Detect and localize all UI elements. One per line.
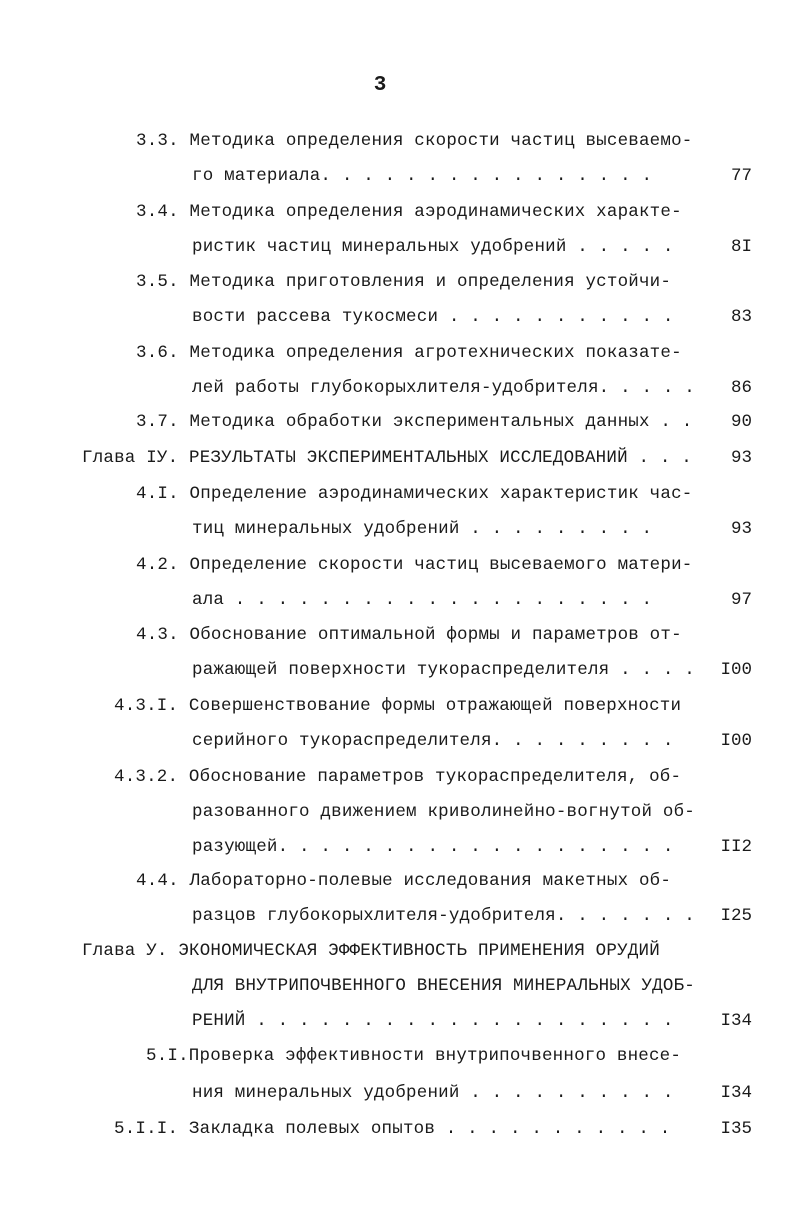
toc-page: 86	[730, 378, 752, 398]
toc-page: 83	[730, 307, 752, 327]
toc-line: вости рассева тукосмеси . . . . . . . . . . .	[192, 307, 674, 327]
toc-page: I00	[720, 660, 752, 680]
toc-line: Глава IУ. РЕЗУЛЬТАТЫ ЭКСПЕРИМЕНТАЛЬНЫХ ИССЛЕДОВАНИЙ . . .	[82, 448, 692, 468]
toc-page: I25	[720, 906, 752, 926]
toc-line: ния минеральных удобрений . . . . . . . . . .	[192, 1083, 674, 1103]
toc-page: 97	[730, 590, 752, 610]
toc-line: ала . . . . . . . . . . . . . . . . . . . .	[192, 590, 653, 610]
toc-line: 4.3.I. Совершенствование формы отражающей поверхности	[114, 696, 682, 716]
toc-line: 4.I. Определение аэродинамических характеристик час-	[136, 484, 693, 504]
toc-line: серийного тукораспределителя. . . . . . . . .	[192, 731, 674, 751]
toc-page: 77	[730, 166, 752, 186]
toc-line: 3.4. Методика определения аэродинамических характе-	[136, 202, 682, 222]
toc-line: 3.7. Методика обработки экспериментальных данных . .	[136, 412, 693, 432]
toc-line: 3.3. Методика определения скорости частиц высеваемо-	[136, 131, 693, 151]
toc-page: 93	[730, 448, 752, 468]
toc-page: 93	[730, 519, 752, 539]
toc-line: ражающей поверхности тукораспределителя . . . .	[192, 660, 695, 680]
toc-line: 4.4. Лабораторно-полевые исследования макетных об-	[136, 871, 672, 891]
toc-line: разующей. . . . . . . . . . . . . . . . . . .	[192, 837, 674, 857]
toc-line: 4.3.2. Обоснование параметров тукораспределителя, об-	[114, 767, 682, 787]
toc-line: 4.2. Определение скорости частиц высеваемого матери-	[136, 555, 693, 575]
toc-page: 8I	[730, 237, 752, 257]
toc-line: 4.3. Обоснование оптимальной формы и параметров от-	[136, 625, 682, 645]
toc-page: I00	[720, 731, 752, 751]
toc-line: ДЛЯ ВНУТРИПОЧВЕННОГО ВНЕСЕНИЯ МИНЕРАЛЬНЫХ УДОБ-	[192, 976, 695, 996]
toc-line: РЕНИЙ . . . . . . . . . . . . . . . . . . . .	[192, 1011, 674, 1031]
toc-line: ристик частиц минеральных удобрений . . . . .	[192, 237, 674, 257]
toc-page: I34	[720, 1083, 752, 1103]
toc-line: лей работы глубокорыхлителя-удобрителя. . . . .	[192, 378, 695, 398]
toc-line: 5.I.I. Закладка полевых опытов . . . . . . . . . . .	[114, 1119, 671, 1139]
toc-line: разцов глубокорыхлителя-удобрителя. . . . . . .	[192, 906, 695, 926]
page-number: 3	[373, 74, 387, 97]
toc-line: тиц минеральных удобрений . . . . . . . . .	[192, 519, 653, 539]
toc-page: 90	[730, 412, 752, 432]
toc-line: Глава У. ЭКОНОМИЧЕСКАЯ ЭФФЕКТИВНОСТЬ ПРИМЕНЕНИЯ ОРУДИЙ	[82, 941, 660, 961]
toc-line: 3.6. Методика определения агротехнических показате-	[136, 343, 682, 363]
toc-line: го материала. . . . . . . . . . . . . . . .	[192, 166, 653, 186]
toc-page: II2	[720, 837, 752, 857]
toc-page: I34	[720, 1011, 752, 1031]
toc-line: разованного движением криволинейно-вогнутой об-	[192, 802, 695, 822]
toc-line: 3.5. Методика приготовления и определения устойчи-	[136, 272, 672, 292]
toc-page: I35	[720, 1119, 752, 1139]
toc-line: 5.I.Проверка эффективности внутрипочвенного внесе-	[146, 1046, 682, 1066]
